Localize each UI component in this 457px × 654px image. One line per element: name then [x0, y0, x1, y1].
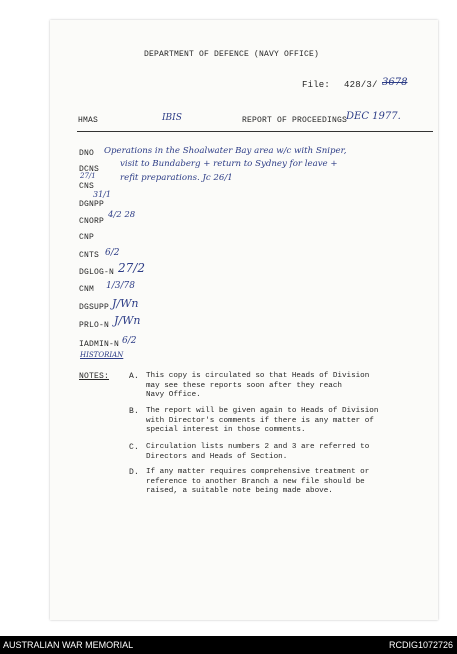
note-letter: C. [129, 443, 140, 452]
circulation-code: DGLOG-N [79, 268, 115, 277]
circulation-code: DCNS [79, 165, 100, 174]
circulation-code: PRLO-N [79, 321, 110, 330]
circulation-code: CNORP [79, 217, 105, 226]
file-label: File: [302, 80, 331, 90]
note-text: This copy is circulated so that Heads of Division may see these reports soon after they reach Navy Office. [146, 372, 370, 400]
note-letter: A. [129, 372, 140, 381]
circulation-code: CNP [79, 233, 95, 242]
footer-source: AUSTRALIAN WAR MEMORIAL [3, 640, 134, 650]
file-number-handwritten: 3678 [382, 77, 408, 88]
circulation-code: CNS [79, 182, 95, 191]
department-heading: DEPARTMENT OF DEFENCE (NAVY OFFICE) [144, 50, 320, 59]
circulation-mark: 27/1 [80, 172, 96, 180]
proceedings-note-line-3: refit preparations. Jc 26/1 [120, 173, 233, 183]
footer-record-id: RCDIG1072726 [388, 640, 453, 650]
report-title: REPORT OF PROCEEDINGS [242, 116, 348, 125]
circulation-mark: 6/2 [122, 336, 137, 346]
note-text: Circulation lists numbers 2 and 3 are referred to Directors and Heads of Section. [146, 443, 370, 461]
proceedings-note-line-2: visit to Bundaberg + return to Sydney for leave + [120, 159, 338, 169]
circulation-code: DGSUPP [79, 303, 110, 312]
circulation-code: CNTS [79, 251, 100, 260]
note-letter: B. [129, 407, 140, 416]
circulation-code: DNO [79, 149, 95, 158]
notes-heading: NOTES: [79, 372, 110, 381]
hmas-label: HMAS [78, 116, 99, 125]
note-text: If any matter requires comprehensive treatment or reference to another Branch a new file should be raised, a suitable note being made above. [146, 468, 370, 496]
header-rule [77, 131, 433, 132]
proceedings-note-line-1: Operations in the Shoalwater Bay area w/c with Sniper, [104, 146, 347, 156]
circulation-mark: HISTORIAN [80, 351, 124, 359]
circulation-mark: 4/2 28 [108, 210, 136, 220]
circulation-mark: 31/1 [93, 190, 111, 199]
note-letter: D. [129, 468, 140, 477]
ship-name-handwritten: IBIS [162, 113, 182, 123]
circulation-code: DGNPP [79, 200, 105, 209]
circulation-code: IADMIN-N [79, 340, 120, 349]
document-page [50, 20, 438, 620]
circulation-mark: 1/3/78 [106, 281, 135, 291]
archive-footer [0, 636, 457, 654]
note-text: The report will be given again to Heads of Division with Director's comments if there is any matter of special interest in those comments. [146, 407, 379, 435]
file-number: 428/3/ [344, 80, 378, 90]
report-date-handwritten: DEC 1977. [346, 111, 401, 122]
circulation-code: CNM [79, 285, 95, 294]
circulation-mark: J/Wn [112, 297, 139, 310]
circulation-mark: J/Wn [114, 314, 141, 327]
circulation-mark: 6/2 [105, 248, 120, 258]
circulation-mark: 27/2 [118, 261, 145, 275]
